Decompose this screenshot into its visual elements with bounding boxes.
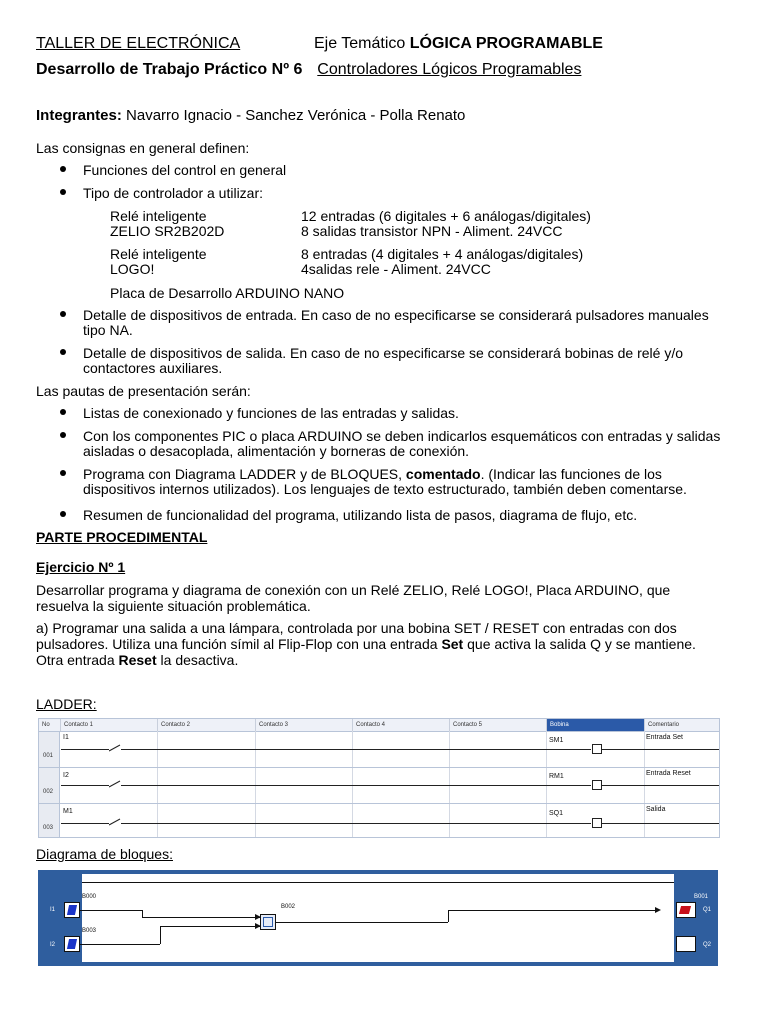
bullet-dot [60,349,66,355]
ladder-comment: Salida [646,806,666,813]
ejercicio-a2-text-a: pulsadores. Utiliza una función símil al Flip-Flop con una entrada [36,636,442,652]
arduino-board: Placa de Desarrollo ARDUINO NANO [110,285,345,301]
coil-symbol [592,780,602,790]
ladder-row-number: 001 [39,732,60,767]
pauta-3-emphasis: comentado [405,466,481,482]
output-block-q1 [676,902,696,918]
bullet-dot [60,470,66,476]
consigna-3-line-2: tipo NA. [83,322,133,338]
members-label: Integrantes: [36,107,122,124]
block-id-b001: B001 [694,894,709,900]
ejercicio-a3-text-a: Otra entrada [36,652,119,668]
ladder-row-number: 003 [39,804,60,837]
ejercicio-a-line-1: a) Programar una salida a una lámpara, controlada por una bobina SET / RESET con entradas con dos [36,620,677,636]
ladder-row-number: 002 [39,768,60,803]
zelio-type: Relé inteligente [110,208,207,224]
block-diagram [38,870,718,966]
pauta-3-text-a: Programa con Diagrama LADDER y de BLOQUES, [83,466,406,482]
ejercicio-desc-line-1: Desarrollar programa y diagrama de conexión con un Relé ZELIO, Relé LOGO!, Placa ARDUINO, que [36,582,671,598]
input-block-i1 [64,902,80,918]
bullet-dot [60,311,66,317]
consigna-2: Tipo de controlador a utilizar: [83,185,264,201]
ladder-comment: Entrada Set [646,734,683,741]
input-pin-i2: I2 [50,942,56,948]
ladder-coil: SM1 [549,737,564,744]
ejercicio-a-line-3 [36,652,238,668]
coil-symbol [592,818,602,828]
ladder-header-contact-4: Contacto 4 [352,719,449,731]
pautas-intro: Las pautas de presentación serán: [36,383,251,399]
bullet-dot [60,409,66,415]
ladder-diagram [38,718,720,838]
contact-symbol [109,744,121,752]
ejercicio-a3-text-c: la desactiva. [156,652,239,668]
blocks-label: Diagrama de bloques: [36,846,173,862]
lamp-icon [679,906,691,914]
pauta-2-line-1: Con los componentes PIC o placa ARDUINO se deben indicarlos esquemáticos con entradas y salidas [83,428,721,444]
logo-outputs: 4salidas rele - Aliment. 24VCC [301,261,491,277]
ladder-contact: M1 [63,808,73,815]
ladder-header-coil: Bobina [546,719,644,731]
output-pin-q1: Q1 [703,907,712,913]
bullet-dot [60,432,66,438]
bullet-dot [60,511,66,517]
zelio-outputs: 8 salidas transistor NPN - Aliment. 24VCC [301,223,563,239]
ladder-contact: I1 [63,734,69,741]
consigna-3-line-1: Detalle de dispositivos de entrada. En caso de no especificarse se considerará pulsadores manuales [83,307,709,323]
consigna-4-line-2: contactores auxiliares. [83,360,223,376]
zelio-inputs: 12 entradas (6 digitales + 6 análogas/digitales) [301,208,591,224]
ejercicio-desc-line-2: resuelva la siguiente situación problemática. [36,598,311,614]
contact-symbol [109,818,121,826]
ladder-contact: I2 [63,772,69,779]
workshop-title: TALLER DE ELECTRÓNICA [36,35,241,52]
arrow-icon [655,907,661,913]
ladder-header [39,719,719,732]
pauta-1: Listas de conexionado y funciones de las entradas y salidas. [83,405,459,421]
axis-title: LÓGICA PROGRAMABLE [409,35,603,52]
logo-model: LOGO! [110,261,155,277]
arrow-icon [255,923,261,929]
ladder-header-contact-2: Contacto 2 [157,719,255,731]
coil-symbol [592,744,602,754]
output-block-q2 [676,936,696,952]
zelio-model: ZELIO SR2B202D [110,223,225,239]
contact-symbol [109,780,121,788]
ejercicio-a-line-2 [36,636,696,652]
members-line [36,108,465,124]
pauta-3-line-1 [83,466,662,482]
bullet-dot [60,189,66,195]
tp-heading [36,61,581,79]
members-names: Navarro Ignacio - Sanchez Verónica - Polla Renato [126,107,466,124]
ejercicio-title: Ejercicio Nº 1 [36,559,126,575]
ladder-header-contact-5: Contacto 5 [449,719,546,731]
tp-title: Controladores Lógicos Programables [317,61,582,78]
pauta-4: Resumen de funcionalidad del programa, utilizando lista de pasos, diagrama de flujo, etc. [83,507,638,523]
block-id-b000: B000 [82,894,97,900]
bullet-dot [60,166,66,172]
tp-label: Desarrollo de Trabajo Práctico Nº 6 [36,61,303,78]
ladder-header-comment: Comentario [644,719,719,731]
block-id-b002: B002 [281,904,296,910]
ejercicio-a2-set: Set [441,636,464,652]
flipflop-block [260,914,276,930]
ladder-comment: Entrada Reset [646,770,691,777]
pauta-2-line-2: aisladas o desacoplada, alimentación y borneras de conexión. [83,443,470,459]
input-block-i2 [64,936,80,952]
procedimental-heading: PARTE PROCEDIMENTAL [36,529,208,545]
ladder-header-contact-3: Contacto 3 [255,719,352,731]
consigna-1: Funciones del control en general [83,162,287,178]
logo-inputs: 8 entradas (4 digitales + 4 análogas/digitales) [301,246,584,262]
logo-type: Relé inteligente [110,246,207,262]
intro-text: Las consignas en general definen: [36,140,250,156]
consigna-4-line-1: Detalle de dispositivos de salida. En caso de no especificarse se considerará bobinas de relé y/o [83,345,684,361]
ladder-coil: SQ1 [549,810,564,817]
axis-heading [314,35,603,53]
block-id-b003: B003 [82,928,97,934]
ladder-header-contact-1: Contacto 1 [60,719,157,731]
input-pin-i1: I1 [50,907,56,913]
ladder-coil: RM1 [549,773,564,780]
pauta-3-text-c: . (Indicar las funciones de los [480,466,662,482]
axis-prefix: Eje Temático [314,35,406,52]
ejercicio-a3-reset: Reset [118,652,157,668]
arrow-icon [255,914,261,920]
pauta-3-line-2: dispositivos internos utilizados). Los lenguajes de texto estructurado, también deben comentarse. [83,481,687,497]
ladder-header-no: No [42,722,50,728]
ejercicio-a2-text-c: que activa la salida Q y se mantiene. [463,636,696,652]
output-pin-q2: Q2 [703,942,712,948]
ladder-label: LADDER: [36,696,97,712]
